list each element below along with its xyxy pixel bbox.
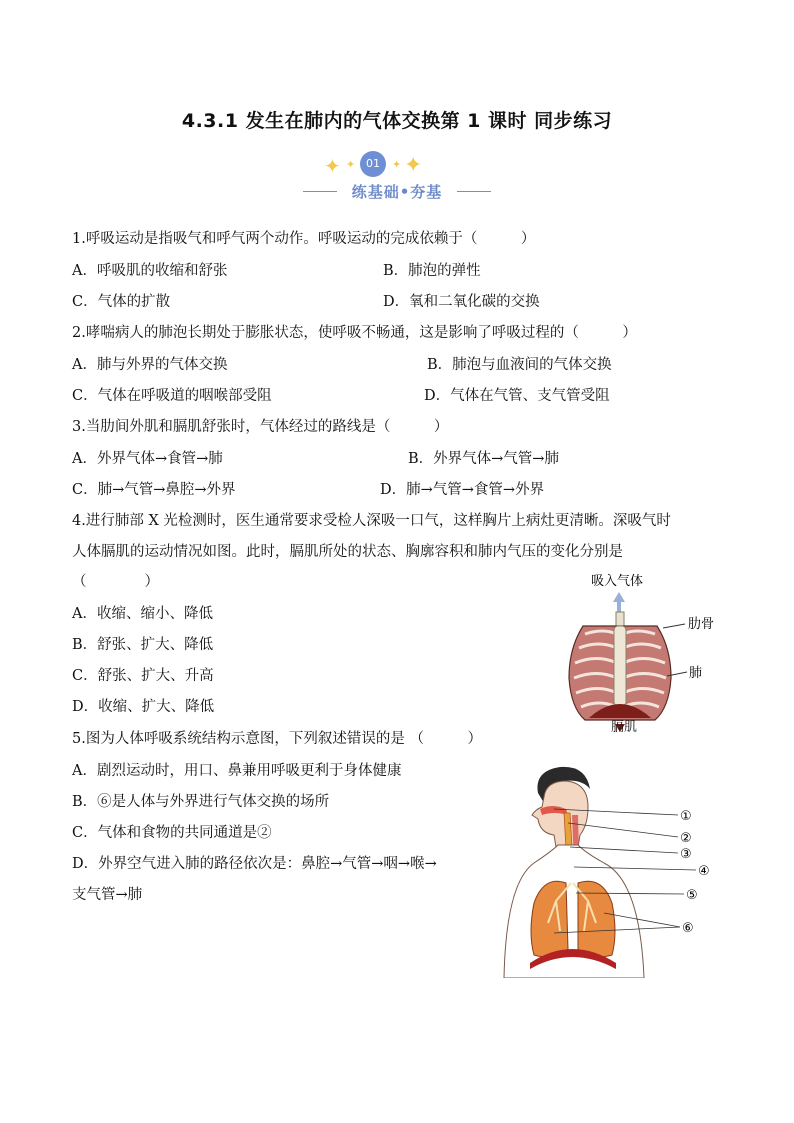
sparkle-star-icon: ✦ — [392, 158, 402, 171]
divider — [303, 191, 337, 192]
label-rib: 肋骨 — [688, 617, 715, 632]
label-inhale: 吸入气体 — [591, 574, 644, 589]
option-d: D．外界空气进入肺的路径依次是：鼻腔→气管→咽→喉→ — [72, 856, 437, 872]
option-c: C．肺→气管→鼻腔→外界 — [72, 482, 236, 498]
section-number: 01 — [360, 151, 386, 177]
label-6: ⑥ — [682, 921, 694, 936]
option-a: A．肺与外界的气体交换 — [72, 357, 228, 373]
option-a: A．呼吸肌的收缩和舒张 — [72, 263, 228, 279]
option-c: C．气体在呼吸道的咽喉部受阻 — [72, 388, 272, 404]
inhale-arrow-icon — [613, 592, 625, 612]
option-a: A．剧烈运动时，用口、鼻兼用呼吸更利于身体健康 — [72, 763, 402, 779]
section-label: 练基础•夯基 — [351, 183, 443, 201]
question-stem: 4.进行肺部 X 光检测时，医生通常要求受检人深吸一口气，这样胸片上病灶更清晰。深吸气时 — [72, 513, 671, 529]
question-stem: （ ） — [72, 574, 159, 590]
option-d: D．肺→气管→食管→外界 — [380, 482, 545, 498]
label-diaphragm: 膈肌 — [611, 720, 638, 735]
respiratory-system-diagram — [494, 763, 734, 978]
section-badge — [320, 150, 430, 178]
question-stem: 3.当肋间外肌和膈肌舒张时，气体经过的路线是（ ） — [72, 419, 449, 435]
label-2: ② — [680, 831, 692, 846]
divider — [457, 191, 491, 192]
label-3: ③ — [680, 847, 692, 862]
option-b: B．肺泡的弹性 — [383, 263, 481, 279]
sparkle-star-icon: ✦ — [324, 154, 341, 178]
sparkle-star-icon: ✦ — [346, 158, 356, 171]
page-title: 4.3.1 发生在肺内的气体交换第 1 课时 同步练习 — [181, 110, 613, 132]
option-d: D．气体在气管、支气管受阻 — [424, 388, 610, 404]
option-d: D．氧和二氧化碳的交换 — [383, 294, 540, 310]
question-stem: 1.呼吸运动是指吸气和呼气两个动作。呼吸运动的完成依赖于（ ） — [72, 231, 536, 247]
option-a: A．收缩、缩小、降低 — [72, 606, 213, 622]
option-a: A．外界气体→食管→肺 — [72, 451, 223, 467]
option-c: C．舒张、扩大、升高 — [72, 668, 214, 684]
question-stem: 2.哮喘病人的肺泡长期处于膨胀状态，使呼吸不畅通，这是影响了呼吸过程的（ ） — [72, 325, 637, 341]
option-c: C．气体和食物的共同通道是② — [72, 825, 272, 841]
torso — [504, 845, 644, 978]
option-b: B．⑥是人体与外界进行气体交换的场所 — [72, 794, 330, 810]
option-b: B．外界气体→气管→肺 — [408, 451, 559, 467]
label-5: ⑤ — [686, 888, 698, 903]
label-lung: 肺 — [689, 666, 703, 681]
option-c: C．气体的扩散 — [72, 294, 171, 310]
label-1: ① — [680, 809, 692, 824]
section-header — [0, 181, 794, 202]
question-stem: 5.图为人体呼吸系统结构示意图，下列叙述错误的是 （ ） — [72, 731, 482, 747]
sternum — [614, 626, 626, 706]
option-d: D．收缩、扩大、降低 — [72, 699, 215, 715]
option-b: B．舒张、扩大、降低 — [72, 637, 214, 653]
option-d-continued: 支气管→肺 — [72, 887, 143, 903]
sparkle-star-icon: ✦ — [404, 153, 423, 178]
question-stem: 人体膈肌的运动情况如图。此时，膈肌所处的状态、胸廓容积和肺内气压的变化分别是 — [72, 544, 623, 560]
thorax-diagram — [555, 568, 735, 738]
label-4: ④ — [698, 864, 710, 879]
option-b: B．肺泡与血液间的气体交换 — [427, 357, 612, 373]
